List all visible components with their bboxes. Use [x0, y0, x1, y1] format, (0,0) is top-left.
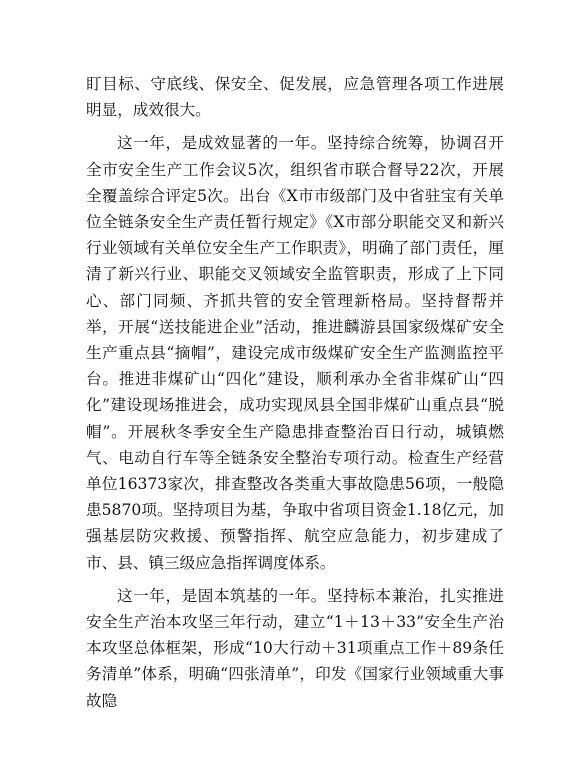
paragraph-2: 这一年，是成效显著的一年。坚持综合统筹，协调召开全市安全生产工作会议5次，组织省市联合督导22次，开展全覆盖综合评定5次。出台《X市市级部门及中省驻宝有关单位全链条安全生产责任暂行规定》《X市部分职能交叉和新兴行业领域有关单位安全生产工作职责》，明确了部门责任，厘清了新兴行业、职能交叉领域安全监管职责，形成了上下同心、部门同频、齐抓共管的安全管理新格局。坚持督帮并举，开展“送技能进企业”活动，推进麟游县国家级煤矿安全生产重点县“摘帽”，建设完成市级煤矿安全生产监测监控平台。推进非煤矿山“四化”建设，顺利承办全省非煤矿山“四化”建设现场推进会，成功实现凤县全国非煤矿山重点县“脱帽”。开展秋冬季安全生产隐患排查整治百日行动，城镇燃气、电动自行车等全链条安全整治专项行动。检查生产经营单位16373家次，排查整改各类重大事故隐患56项，一般隐患5870项。坚持项目为基，争取中省项目资金1.18亿元，加强基层防灾救援、预警指挥、航空应急能力，初步建成了市、县、镇三级应急指挥调度体系。	[86, 134, 504, 572]
paragraph-3: 这一年，是固本筑基的一年。坚持标本兼治，扎实推进安全生产治本攻坚三年行动，建立“1＋13＋33”安全生产治本攻坚总体框架，形成“10大行动＋31项重点工作＋89条任务清单”体系，明确“四张清单”，印发《国家行业领域重大事故隐	[86, 586, 504, 710]
paragraph-1: 盯目标、守底线、保安全、促发展，应急管理各项工作进展明显，成效很大。	[86, 75, 504, 120]
document-body	[86, 71, 504, 721]
